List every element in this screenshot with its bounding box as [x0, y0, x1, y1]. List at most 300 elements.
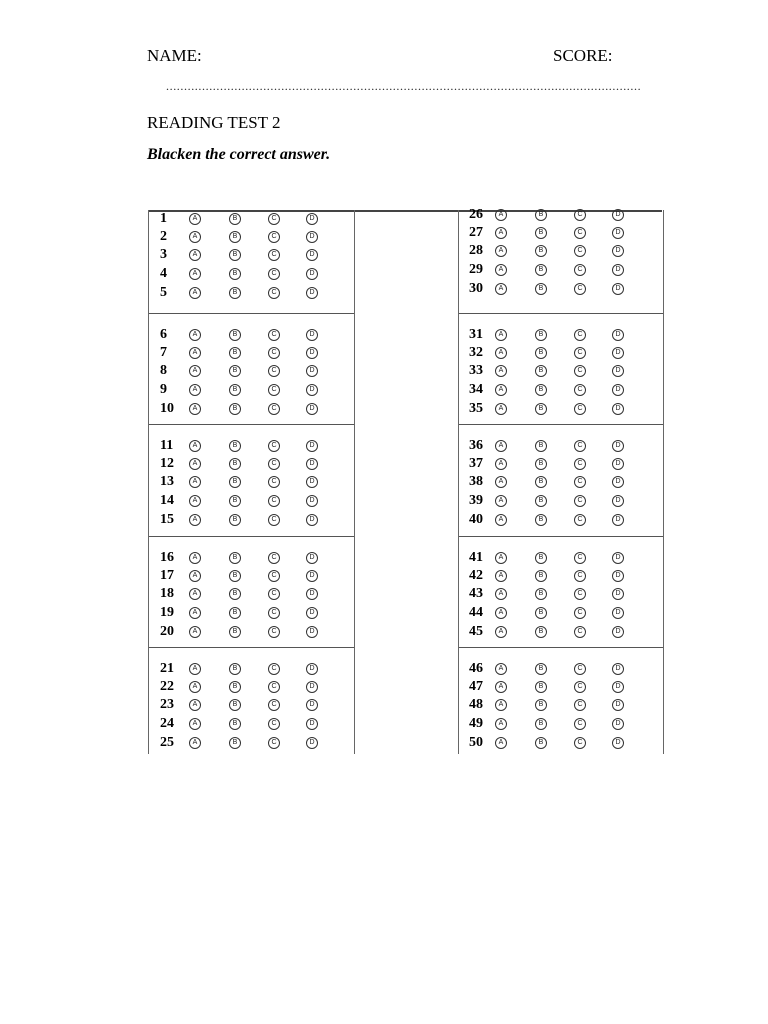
answer-bubble-a[interactable]: A — [189, 737, 201, 749]
answer-bubble-d[interactable]: D — [612, 384, 624, 396]
answer-bubble-a[interactable]: A — [495, 264, 507, 276]
answer-bubble-b[interactable]: B — [229, 737, 241, 749]
answer-bubble-c[interactable]: C — [574, 737, 586, 749]
answer-bubble-b[interactable]: B — [535, 384, 547, 396]
question-row-37 — [459, 455, 663, 473]
answer-bubble-a[interactable]: A — [189, 458, 201, 470]
answer-bubble-d[interactable]: D — [306, 476, 318, 488]
question-row-12 — [149, 455, 354, 473]
answer-bubble-c[interactable]: C — [574, 552, 586, 564]
answer-bubble-d[interactable]: D — [612, 626, 624, 638]
answer-bubble-d[interactable]: D — [306, 347, 318, 359]
page-title: READING TEST 2 — [147, 113, 281, 132]
answer-bubble-b[interactable]: B — [229, 249, 241, 261]
answer-bubble-b[interactable]: B — [229, 268, 241, 280]
answer-block — [459, 313, 663, 425]
answer-bubble-a[interactable]: A — [189, 249, 201, 261]
question-row-2 — [149, 228, 354, 246]
answer-bubble-d[interactable]: D — [306, 495, 318, 507]
question-row-49 — [459, 715, 663, 733]
question-number: 1 — [160, 211, 167, 226]
answer-bubble-b[interactable]: B — [229, 699, 241, 711]
question-row-32 — [459, 344, 663, 362]
question-number: 36 — [469, 438, 483, 453]
question-row-14 — [149, 492, 354, 510]
answer-bubble-c[interactable]: C — [574, 607, 586, 619]
question-number: 15 — [160, 512, 174, 527]
question-row-21 — [149, 660, 354, 678]
answer-bubble-b[interactable]: B — [535, 495, 547, 507]
answer-bubble-d[interactable]: D — [612, 329, 624, 341]
answer-bubble-d[interactable]: D — [612, 699, 624, 711]
answer-bubble-b[interactable]: B — [229, 570, 241, 582]
answer-bubble-b[interactable]: B — [535, 626, 547, 638]
answer-bubble-b[interactable]: B — [229, 626, 241, 638]
question-number: 32 — [469, 345, 483, 360]
question-row-39 — [459, 492, 663, 510]
answer-bubble-b[interactable]: B — [229, 287, 241, 299]
question-number: 38 — [469, 474, 483, 489]
answer-bubble-a[interactable]: A — [189, 476, 201, 488]
answer-bubble-c[interactable]: C — [268, 495, 280, 507]
answer-bubble-d[interactable]: D — [306, 440, 318, 452]
question-number: 9 — [160, 382, 167, 397]
answer-bubble-a[interactable]: A — [495, 607, 507, 619]
answer-bubble-c[interactable]: C — [574, 403, 586, 415]
question-number: 2 — [160, 229, 167, 244]
question-number: 39 — [469, 493, 483, 508]
answer-bubble-d[interactable]: D — [612, 227, 624, 239]
answer-bubble-a[interactable]: A — [495, 737, 507, 749]
answer-bubble-b[interactable]: B — [229, 403, 241, 415]
question-row-20 — [149, 623, 354, 641]
answer-bubble-b[interactable]: B — [229, 384, 241, 396]
answer-bubble-b[interactable]: B — [229, 365, 241, 377]
answer-bubble-d[interactable]: D — [306, 570, 318, 582]
question-row-34 — [459, 381, 663, 399]
answer-bubble-c[interactable]: C — [574, 495, 586, 507]
answer-bubble-d[interactable]: D — [306, 231, 318, 243]
answer-bubble-b[interactable]: B — [535, 681, 547, 693]
answer-bubble-c[interactable]: C — [268, 249, 280, 261]
question-number: 12 — [160, 456, 174, 471]
answer-bubble-d[interactable]: D — [612, 663, 624, 675]
answer-bubble-b[interactable]: B — [535, 699, 547, 711]
answer-bubble-b[interactable]: B — [535, 347, 547, 359]
answer-bubble-d[interactable]: D — [306, 403, 318, 415]
question-row-6 — [149, 326, 354, 344]
answer-bubble-a[interactable]: A — [189, 607, 201, 619]
answer-bubble-c[interactable]: C — [574, 365, 586, 377]
question-row-33 — [459, 362, 663, 380]
answer-bubble-a[interactable]: A — [495, 588, 507, 600]
answer-bubble-d[interactable]: D — [306, 663, 318, 675]
answer-bubble-a[interactable]: A — [495, 495, 507, 507]
question-row-36 — [459, 437, 663, 455]
question-row-35 — [459, 400, 663, 418]
question-row-25 — [149, 734, 354, 752]
answer-bubble-b[interactable]: B — [229, 495, 241, 507]
question-row-10 — [149, 400, 354, 418]
question-row-13 — [149, 473, 354, 491]
question-row-44 — [459, 604, 663, 622]
question-row-46 — [459, 660, 663, 678]
answer-bubble-a[interactable]: A — [495, 403, 507, 415]
question-number: 4 — [160, 266, 167, 281]
answer-bubble-b[interactable]: B — [535, 227, 547, 239]
answer-bubble-d[interactable]: D — [306, 718, 318, 730]
answer-bubble-a[interactable]: A — [495, 514, 507, 526]
question-row-43 — [459, 585, 663, 603]
answer-bubble-a[interactable]: A — [495, 626, 507, 638]
answer-bubble-b[interactable]: B — [229, 213, 241, 225]
answer-bubble-a[interactable]: A — [189, 495, 201, 507]
answer-bubble-d[interactable]: D — [306, 365, 318, 377]
question-row-1 — [149, 210, 354, 228]
answer-bubble-c[interactable]: C — [574, 681, 586, 693]
question-number: 33 — [469, 363, 483, 378]
answer-bubble-a[interactable]: A — [495, 384, 507, 396]
answer-bubble-b[interactable]: B — [535, 403, 547, 415]
answer-bubble-a[interactable]: A — [495, 365, 507, 377]
question-row-17 — [149, 567, 354, 585]
answer-bubble-c[interactable]: C — [268, 476, 280, 488]
question-row-38 — [459, 473, 663, 491]
answer-bubble-d[interactable]: D — [306, 552, 318, 564]
answer-bubble-d[interactable]: D — [612, 365, 624, 377]
question-row-9 — [149, 381, 354, 399]
question-row-23 — [149, 696, 354, 714]
answer-bubble-b[interactable]: B — [229, 663, 241, 675]
answer-bubble-c[interactable]: C — [268, 329, 280, 341]
answer-bubble-c[interactable]: C — [268, 681, 280, 693]
answer-bubble-b[interactable]: B — [535, 663, 547, 675]
question-number: 26 — [469, 207, 483, 222]
answer-bubble-c[interactable]: C — [268, 213, 280, 225]
answer-bubble-a[interactable]: A — [495, 440, 507, 452]
question-row-3 — [149, 246, 354, 264]
answer-bubble-a[interactable]: A — [495, 718, 507, 730]
answer-bubble-a[interactable]: A — [189, 384, 201, 396]
answer-bubble-c[interactable]: C — [574, 626, 586, 638]
answer-bubble-d[interactable]: D — [306, 458, 318, 470]
question-number: 49 — [469, 716, 483, 731]
question-row-45 — [459, 623, 663, 641]
question-number: 7 — [160, 345, 167, 360]
question-number: 18 — [160, 586, 174, 601]
question-number: 5 — [160, 285, 167, 300]
question-row-19 — [149, 604, 354, 622]
question-row-40 — [459, 511, 663, 529]
answer-bubble-b[interactable]: B — [535, 245, 547, 257]
question-row-8 — [149, 362, 354, 380]
answer-bubble-b[interactable]: B — [535, 329, 547, 341]
answer-bubble-a[interactable]: A — [189, 681, 201, 693]
answer-bubble-b[interactable]: B — [229, 718, 241, 730]
answer-bubble-a[interactable]: A — [495, 347, 507, 359]
answer-bubble-b[interactable]: B — [535, 607, 547, 619]
answer-bubble-c[interactable]: C — [268, 663, 280, 675]
name-label: NAME: — [147, 46, 202, 65]
answer-bubble-c[interactable]: C — [268, 440, 280, 452]
answer-bubble-c[interactable]: C — [268, 514, 280, 526]
question-number: 46 — [469, 661, 483, 676]
answer-bubble-d[interactable]: D — [306, 737, 318, 749]
question-number: 28 — [469, 243, 483, 258]
answer-bubble-b[interactable]: B — [229, 476, 241, 488]
answer-bubble-b[interactable]: B — [229, 347, 241, 359]
answer-block — [459, 647, 663, 754]
question-row-11 — [149, 437, 354, 455]
answer-bubble-c[interactable]: C — [574, 264, 586, 276]
answer-bubble-c[interactable]: C — [268, 403, 280, 415]
answer-bubble-b[interactable]: B — [535, 570, 547, 582]
question-row-42 — [459, 567, 663, 585]
answer-bubble-c[interactable]: C — [574, 283, 586, 295]
answer-bubble-a[interactable]: A — [189, 626, 201, 638]
answer-bubble-d[interactable]: D — [612, 458, 624, 470]
answer-bubble-a[interactable]: A — [189, 552, 201, 564]
answer-bubble-a[interactable]: A — [189, 403, 201, 415]
answer-bubble-a[interactable]: A — [495, 699, 507, 711]
answer-bubble-c[interactable]: C — [268, 607, 280, 619]
answer-bubble-a[interactable]: A — [495, 209, 507, 221]
question-number: 45 — [469, 624, 483, 639]
answer-bubble-c[interactable]: C — [268, 626, 280, 638]
answer-bubble-b[interactable]: B — [229, 588, 241, 600]
question-row-7 — [149, 344, 354, 362]
answer-bubble-b[interactable]: B — [535, 737, 547, 749]
answer-bubble-d[interactable]: D — [306, 384, 318, 396]
answer-bubble-a[interactable]: A — [495, 283, 507, 295]
answer-bubble-b[interactable]: B — [229, 552, 241, 564]
answer-bubble-d[interactable]: D — [612, 283, 624, 295]
answer-bubble-d[interactable]: D — [612, 209, 624, 221]
question-row-26 — [459, 206, 663, 224]
instruction-text: Blacken the correct answer. — [147, 146, 331, 163]
answer-bubble-a[interactable]: A — [189, 588, 201, 600]
answer-bubble-b[interactable]: B — [535, 552, 547, 564]
answer-bubble-b[interactable]: B — [535, 588, 547, 600]
answer-bubble-a[interactable]: A — [189, 663, 201, 675]
answer-bubble-d[interactable]: D — [612, 552, 624, 564]
answer-bubble-d[interactable]: D — [612, 245, 624, 257]
answer-bubble-b[interactable]: B — [535, 514, 547, 526]
question-number: 6 — [160, 327, 167, 342]
answer-bubble-d[interactable]: D — [306, 213, 318, 225]
answer-bubble-d[interactable]: D — [612, 514, 624, 526]
answer-sheet — [148, 207, 662, 754]
question-number: 20 — [160, 624, 174, 639]
answer-bubble-a[interactable]: A — [495, 552, 507, 564]
question-number: 17 — [160, 568, 174, 583]
question-row-31 — [459, 326, 663, 344]
question-number: 19 — [160, 605, 174, 620]
question-number: 31 — [469, 327, 483, 342]
answer-bubble-c[interactable]: C — [574, 458, 586, 470]
answer-bubble-d[interactable]: D — [306, 268, 318, 280]
answer-bubble-c[interactable]: C — [268, 231, 280, 243]
answer-block — [149, 313, 354, 425]
score-label: SCORE: — [553, 46, 613, 65]
answer-bubble-d[interactable]: D — [306, 607, 318, 619]
question-row-18 — [149, 585, 354, 603]
answer-bubble-d[interactable]: D — [306, 329, 318, 341]
question-row-41 — [459, 549, 663, 567]
answer-bubble-d[interactable]: D — [612, 495, 624, 507]
answer-bubble-d[interactable]: D — [612, 476, 624, 488]
answer-bubble-c[interactable]: C — [268, 458, 280, 470]
answer-bubble-c[interactable]: C — [268, 384, 280, 396]
question-number: 13 — [160, 474, 174, 489]
answer-bubble-a[interactable]: A — [189, 718, 201, 730]
question-number: 50 — [469, 735, 483, 750]
answer-bubble-a[interactable]: A — [189, 365, 201, 377]
answer-bubble-d[interactable]: D — [612, 737, 624, 749]
answer-bubble-c[interactable]: C — [574, 329, 586, 341]
answer-column-right — [458, 207, 664, 754]
answer-bubble-c[interactable]: C — [574, 347, 586, 359]
answer-bubble-c[interactable]: C — [268, 699, 280, 711]
answer-bubble-c[interactable]: C — [268, 552, 280, 564]
answer-bubble-a[interactable]: A — [189, 268, 201, 280]
answer-bubble-b[interactable]: B — [535, 365, 547, 377]
answer-bubble-a[interactable]: A — [189, 329, 201, 341]
question-row-27 — [459, 224, 663, 242]
question-number: 21 — [160, 661, 174, 676]
question-number: 22 — [160, 679, 174, 694]
answer-bubble-b[interactable]: B — [535, 283, 547, 295]
answer-bubble-d[interactable]: D — [306, 699, 318, 711]
question-number: 16 — [160, 550, 174, 565]
answer-bubble-d[interactable]: D — [306, 514, 318, 526]
answer-bubble-d[interactable]: D — [306, 681, 318, 693]
answer-bubble-b[interactable]: B — [535, 440, 547, 452]
answer-bubble-c[interactable]: C — [574, 699, 586, 711]
answer-bubble-d[interactable]: D — [612, 607, 624, 619]
answer-bubble-c[interactable]: C — [574, 588, 586, 600]
answer-column-left — [148, 210, 355, 754]
answer-bubble-a[interactable]: A — [495, 227, 507, 239]
answer-bubble-b[interactable]: B — [229, 231, 241, 243]
answer-bubble-b[interactable]: B — [535, 264, 547, 276]
answer-bubble-a[interactable]: A — [495, 570, 507, 582]
question-row-47 — [459, 678, 663, 696]
answer-bubble-d[interactable]: D — [612, 264, 624, 276]
question-row-16 — [149, 549, 354, 567]
answer-bubble-c[interactable]: C — [574, 209, 586, 221]
answer-bubble-a[interactable]: A — [189, 570, 201, 582]
answer-bubble-b[interactable]: B — [535, 458, 547, 470]
question-row-5 — [149, 284, 354, 302]
answer-bubble-d[interactable]: D — [306, 249, 318, 261]
answer-bubble-a[interactable]: A — [189, 514, 201, 526]
answer-bubble-c[interactable]: C — [574, 245, 586, 257]
answer-bubble-a[interactable]: A — [189, 287, 201, 299]
answer-bubble-d[interactable]: D — [612, 570, 624, 582]
question-number: 42 — [469, 568, 483, 583]
answer-bubble-d[interactable]: D — [612, 440, 624, 452]
answer-bubble-d[interactable]: D — [612, 403, 624, 415]
answer-block — [149, 536, 354, 648]
question-number: 43 — [469, 586, 483, 601]
answer-bubble-b[interactable]: B — [229, 458, 241, 470]
answer-bubble-c[interactable]: C — [574, 570, 586, 582]
answer-bubble-c[interactable]: C — [268, 365, 280, 377]
question-row-48 — [459, 696, 663, 714]
answer-bubble-b[interactable]: B — [229, 329, 241, 341]
answer-bubble-d[interactable]: D — [612, 681, 624, 693]
answer-bubble-a[interactable]: A — [189, 231, 201, 243]
question-number: 47 — [469, 679, 483, 694]
question-number: 27 — [469, 225, 483, 240]
answer-bubble-a[interactable]: A — [189, 440, 201, 452]
answer-bubble-c[interactable]: C — [574, 440, 586, 452]
answer-bubble-b[interactable]: B — [229, 607, 241, 619]
answer-bubble-c[interactable]: C — [268, 287, 280, 299]
question-number: 25 — [160, 735, 174, 750]
answer-bubble-b[interactable]: B — [535, 718, 547, 730]
answer-bubble-d[interactable]: D — [306, 287, 318, 299]
answer-bubble-a[interactable]: A — [495, 663, 507, 675]
answer-bubble-c[interactable]: C — [268, 718, 280, 730]
question-number: 14 — [160, 493, 174, 508]
question-row-50 — [459, 734, 663, 752]
answer-bubble-c[interactable]: C — [574, 718, 586, 730]
question-number: 3 — [160, 247, 167, 262]
answer-bubble-b[interactable]: B — [535, 476, 547, 488]
answer-bubble-b[interactable]: B — [229, 681, 241, 693]
answer-bubble-c[interactable]: C — [574, 663, 586, 675]
answer-bubble-c[interactable]: C — [268, 268, 280, 280]
question-row-4 — [149, 265, 354, 283]
answer-bubble-c[interactable]: C — [268, 588, 280, 600]
answer-bubble-d[interactable]: D — [612, 347, 624, 359]
answer-bubble-c[interactable]: C — [268, 570, 280, 582]
answer-bubble-d[interactable]: D — [306, 588, 318, 600]
question-row-29 — [459, 261, 663, 279]
answer-bubble-b[interactable]: B — [535, 209, 547, 221]
question-number: 34 — [469, 382, 483, 397]
answer-bubble-b[interactable]: B — [229, 440, 241, 452]
answer-bubble-c[interactable]: C — [574, 384, 586, 396]
question-row-28 — [459, 242, 663, 260]
answer-bubble-a[interactable]: A — [495, 458, 507, 470]
answer-bubble-a[interactable]: A — [189, 699, 201, 711]
answer-bubble-d[interactable]: D — [612, 718, 624, 730]
question-row-15 — [149, 511, 354, 529]
question-row-30 — [459, 280, 663, 298]
answer-bubble-c[interactable]: C — [574, 476, 586, 488]
answer-bubble-a[interactable]: A — [189, 347, 201, 359]
answer-bubble-d[interactable]: D — [306, 626, 318, 638]
answer-bubble-d[interactable]: D — [612, 588, 624, 600]
answer-bubble-c[interactable]: C — [574, 514, 586, 526]
answer-block — [149, 424, 354, 537]
answer-bubble-a[interactable]: A — [495, 681, 507, 693]
answer-bubble-a[interactable]: A — [189, 213, 201, 225]
answer-block — [459, 536, 663, 648]
answer-bubble-c[interactable]: C — [268, 737, 280, 749]
answer-bubble-c[interactable]: C — [574, 227, 586, 239]
answer-bubble-a[interactable]: A — [495, 329, 507, 341]
answer-bubble-a[interactable]: A — [495, 476, 507, 488]
answer-bubble-a[interactable]: A — [495, 245, 507, 257]
answer-bubble-b[interactable]: B — [229, 514, 241, 526]
question-number: 37 — [469, 456, 483, 471]
answer-block — [459, 207, 663, 314]
answer-bubble-c[interactable]: C — [268, 347, 280, 359]
